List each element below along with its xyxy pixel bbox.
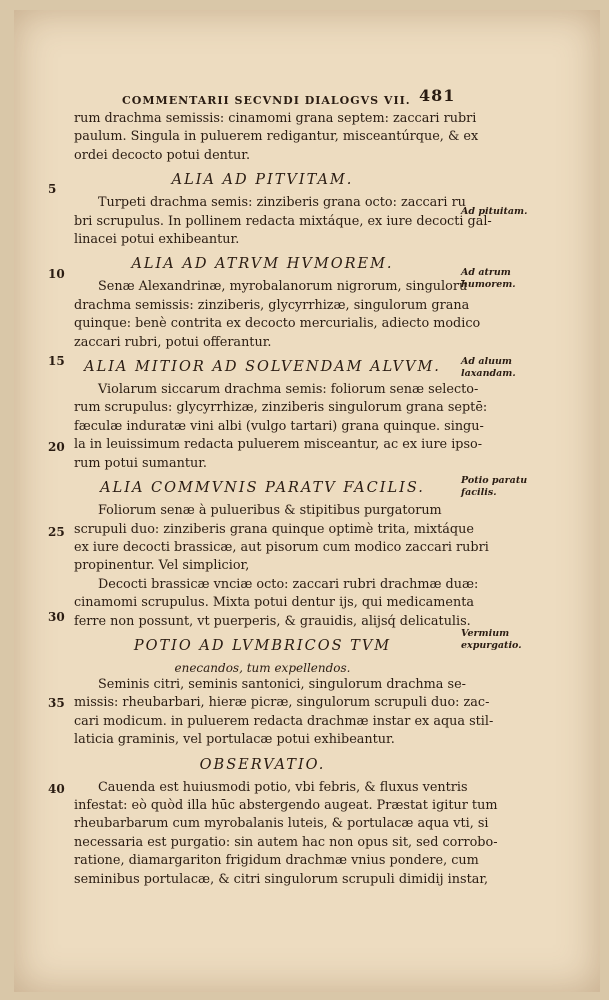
line-number: 40 bbox=[48, 782, 65, 796]
text-line: scrupuli duo: zinziberis grana quinque optimè trita, mixtáque bbox=[74, 521, 474, 537]
section-heading: ALIA AD ATRVM HVMOREM. bbox=[131, 256, 394, 273]
line-number: 25 bbox=[48, 525, 65, 539]
text-line: infestat: eò quòd illa hūc abstergendo augeat. Præstat igitur tum bbox=[74, 797, 498, 813]
text-line: propinentur. Vel simplicior, bbox=[74, 558, 250, 574]
book-page bbox=[14, 10, 600, 992]
margin-note: Ad pituitam. bbox=[461, 206, 528, 217]
text-line: ordei decocto potui dentur. bbox=[74, 147, 251, 163]
paragraph bbox=[74, 278, 481, 352]
line-number: 5 bbox=[48, 182, 57, 196]
text-line: ratione, diamargariton frigidum drachmæ vnius pondere, cum bbox=[74, 853, 479, 869]
section-heading: POTIO AD LVMBRICOS TVM bbox=[133, 637, 392, 654]
text-line: rum potui sumantur. bbox=[74, 455, 207, 471]
text-line: cinamomi scrupulus. Mixta potui dentur ijs, qui medicamenta bbox=[74, 595, 474, 611]
paragraph bbox=[74, 110, 479, 165]
text-line: fæculæ induratæ vini albi (vulgo tartari) grana quinque. singu- bbox=[74, 418, 484, 434]
text-line: ferre non possunt, vt puerperis, & grauidis, alijsq́ delicatulis. bbox=[74, 613, 471, 629]
text-line: Seminis citri, seminis santonici, singulorum drachma se- bbox=[98, 676, 466, 692]
text-line: zaccari rubri, potui offerantur. bbox=[74, 334, 272, 350]
text-line: Foliorum senæ à pulueribus & stipitibus purgatorum bbox=[98, 503, 442, 519]
text-line: Turpeti drachma semis: zinziberis grana octo: zaccari ru bbox=[98, 195, 466, 211]
section-heading: ALIA COMMVNIS PARATV FACILIS. bbox=[100, 480, 425, 497]
section-subheading: enecandos, tum expellendos. bbox=[174, 660, 351, 675]
text-line: paulum. Singula in puluerem redigantur, misceantúrque, & ex bbox=[74, 129, 479, 145]
line-number: 30 bbox=[48, 610, 65, 624]
line-number: 35 bbox=[48, 696, 65, 710]
text-line: cari modicum. in puluerem redacta drachmæ instar ex aqua stil- bbox=[74, 713, 494, 729]
text-line: Decocti brassicæ vnciæ octo: zaccari rubri drachmæ duæ: bbox=[98, 576, 479, 592]
section-heading: ALIA AD PITVITAM. bbox=[171, 172, 354, 189]
margin-note: Ad atrum humorem. bbox=[461, 267, 516, 290]
text-line: Violarum siccarum drachma semis: foliorum senæ selecto- bbox=[98, 382, 479, 398]
section-heading: OBSERVATIO. bbox=[199, 756, 326, 773]
running-title: COMMENTARII SECVNDI DIALOGVS VII. bbox=[122, 94, 411, 107]
text-line: rum scrupulus: glycyrrhizæ, zinziberis singulorum grana septē: bbox=[74, 400, 488, 416]
page-number: 481 bbox=[419, 86, 456, 105]
text-line: seminibus portulacæ, & citri singulorum scrupuli dimidij instar, bbox=[74, 871, 489, 887]
text-line: necessaria est purgatio: sin autem hac non opus sit, sed corrobo- bbox=[74, 834, 498, 850]
text-line: laticia graminis, vel portulacæ potui exhibeantur. bbox=[74, 732, 395, 748]
text-line: quinque: benè contrita ex decocto mercurialis, adiecto modico bbox=[74, 316, 481, 332]
text-line: Senæ Alexandrinæ, myrobalanorum nigrorum, singulorū bbox=[98, 279, 468, 295]
paragraph bbox=[74, 676, 494, 750]
paragraph bbox=[74, 381, 488, 473]
line-number: 10 bbox=[48, 267, 65, 281]
text-line: linacei potui exhibeantur. bbox=[74, 232, 240, 248]
text-line: la in leuissimum redacta puluerem misceantur, ac ex iure ipso- bbox=[74, 437, 483, 453]
text-line: missis: rheubarbari, hieræ picræ, singulorum scrupuli duo: zac- bbox=[74, 695, 490, 711]
paragraph bbox=[74, 779, 498, 889]
line-number: 15 bbox=[48, 354, 65, 368]
text-line: rheubarbarum cum myrobalanis luteis, & portulacæ aqua vti, si bbox=[74, 816, 489, 832]
paragraph bbox=[74, 502, 489, 631]
section-heading: ALIA MITIOR AD SOLVENDAM ALVVM. bbox=[84, 359, 441, 376]
text-line: bri scrupulus. In pollinem redacta mixtáque, ex iure decocti gal- bbox=[74, 213, 492, 229]
margin-note: Ad aluum laxandam. bbox=[461, 356, 516, 379]
line-number: 20 bbox=[48, 440, 65, 454]
text-line: ex iure decocti brassicæ, aut pisorum cum modico zaccari rubri bbox=[74, 539, 489, 555]
paragraph bbox=[74, 194, 492, 249]
text-line: drachma semissis: zinziberis, glycyrrhizæ, singulorum grana bbox=[74, 297, 470, 313]
text-line: Cauenda est huiusmodi potio, vbi febris, & fluxus ventris bbox=[98, 779, 468, 795]
text-line: rum drachma semissis: cinamomi grana septem: zaccari rubri bbox=[74, 111, 477, 126]
margin-note: Vermium expurgatio. bbox=[461, 628, 522, 651]
margin-note: Potio paratu facilis. bbox=[461, 475, 528, 498]
